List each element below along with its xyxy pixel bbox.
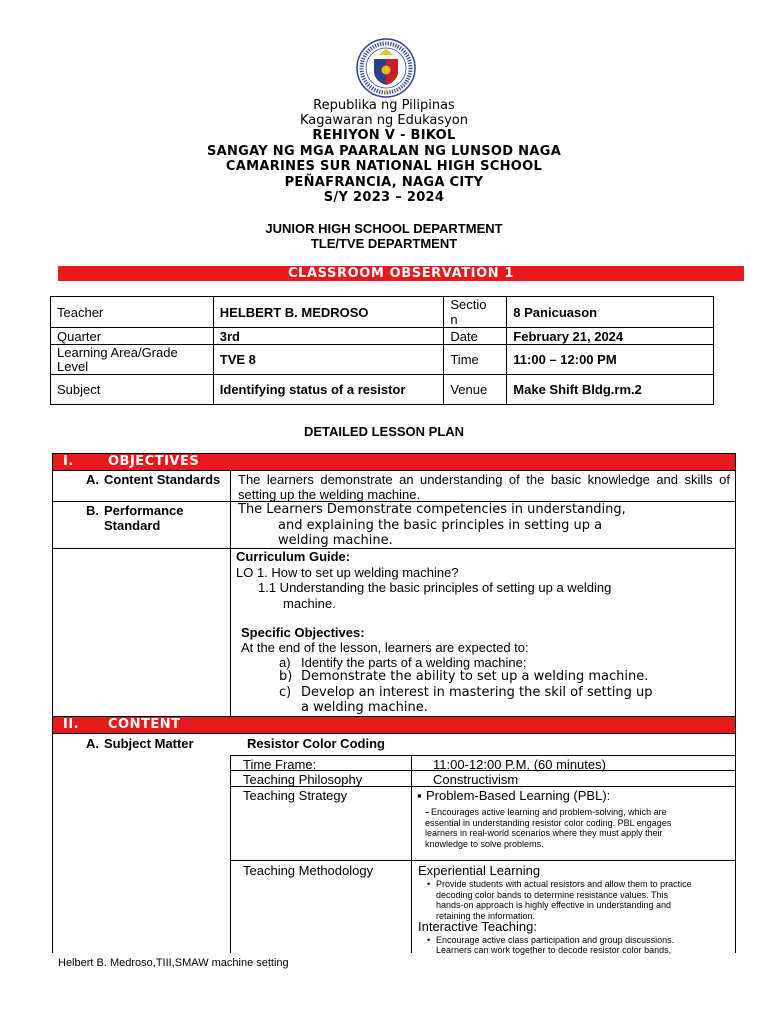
header-line-department: Kagawaran ng Edukasyon [299, 113, 469, 128]
section-label: Sectio n [444, 297, 507, 328]
teaching-philosophy-value: Constructivism [433, 772, 519, 787]
quarter-value: 3rd [213, 328, 444, 345]
header-line-address: PEÑAFRANCIA, NAGA CITY [284, 174, 484, 190]
time-value: 11:00 – 12:00 PM [507, 345, 714, 375]
content-heading-bar [53, 717, 735, 733]
methodology-desc-line2: decoding color bands to determine resistance values. This [436, 889, 668, 900]
plan-title: DETAILED LESSON PLAN [303, 424, 465, 439]
header-line-school-year: S/Y 2023 – 2024 [323, 190, 445, 205]
objective-a-marker: a) [279, 655, 291, 670]
objective-b-marker: b) [279, 669, 293, 684]
performance-line-3: welding machine. [278, 533, 393, 548]
interactive-bullet: • [427, 935, 431, 945]
header-line-school: CAMARINES SUR NATIONAL HIGH SCHOOL [225, 159, 543, 174]
teaching-strategy-label: Teaching Strategy [243, 788, 348, 803]
content-heading: CONTENT [108, 717, 181, 732]
interactive-desc-line1: Encourage active class participation and group discussions. [436, 935, 675, 945]
time-label: Time [444, 345, 507, 375]
strategy-desc-line3: learners in real-world scenarios where they must apply their [425, 828, 663, 838]
performance-standard-label: Performance Standard [104, 503, 184, 533]
strategy-desc-line1: Encourages active learning and problem-solving, which are [431, 807, 667, 817]
time-frame-label: Time Frame: [243, 757, 317, 772]
content-standards-label: Content Standards [104, 472, 221, 487]
objectives-heading-bar [53, 454, 735, 470]
methodology-desc-line1: Provide students with actual resistors and allow them to practice [436, 879, 692, 889]
strategy-bullet: ▪ [417, 788, 422, 803]
specific-objectives-title: Specific Objectives: [241, 625, 365, 640]
strategy-dash: - [425, 804, 430, 819]
area-label: Learning Area/Grade Level [51, 345, 214, 375]
subject-value: Identifying status of a resistor [213, 375, 444, 405]
deped-seal [346, 37, 426, 99]
performance-standard-marker: B. [86, 503, 99, 518]
objective-c-marker: c) [279, 684, 292, 700]
venue-value: Make Shift Bldg.rm.2 [507, 375, 714, 405]
objectives-heading-num: I. [63, 454, 74, 469]
teacher-info-table [50, 296, 714, 405]
teaching-strategy-value: Problem-Based Learning (PBL): [426, 788, 611, 803]
section-value: 8 Panicuason [507, 297, 714, 328]
specific-objectives-intro: At the end of the lesson, learners are expected to: [241, 640, 529, 655]
methodology-desc-line4: retaining the information. [436, 910, 536, 921]
subject-matter-value: Resistor Color Coding [247, 736, 385, 751]
content-heading-num: II. [63, 717, 80, 732]
strategy-desc-line2: essential in understanding resistor color coding. PBL engages [425, 817, 672, 828]
content-standards-marker: A. [86, 472, 99, 487]
department-line-jhs: JUNIOR HIGH SCHOOL DEPARTMENT [265, 221, 503, 236]
observation-title-bar: CLASSROOM OBSERVATION 1 [58, 266, 744, 281]
curriculum-guide-title: Curriculum Guide: [236, 549, 351, 564]
objectives-heading: OBJECTIVES [108, 454, 200, 469]
objective-b-text: Demonstrate the ability to set up a welding machine. [301, 669, 649, 684]
area-value: TVE 8 [213, 345, 444, 375]
subject-matter-marker: A. [86, 736, 99, 751]
department-line-tle: TLE/TVE DEPARTMENT [310, 236, 458, 251]
quarter-label: Quarter [51, 328, 214, 345]
page-footer: Helbert B. Medroso,TIII,SMAW machine setting [58, 957, 289, 969]
methodology-bullet: • [427, 879, 431, 889]
interactive-desc-line2: Learners can work together to decode resistor color bands, [436, 945, 672, 955]
curriculum-guide-lo1: LO 1. How to set up welding machine? [236, 564, 459, 580]
header-line-region: REHIYON V - BIKOL [312, 128, 456, 143]
date-label: Date [444, 328, 507, 345]
performance-line-2: and explaining the basic principles in setting up a [278, 517, 603, 533]
teacher-value: HELBERT B. MEDROSO [213, 297, 444, 328]
header-line-republic: Republika ng Pilipinas [313, 98, 455, 113]
objective-a-text: Identify the parts of a welding machine; [301, 655, 527, 670]
venue-label: Venue [444, 375, 507, 405]
objective-c-line1: Develop an interest in mastering the skil of setting up [301, 684, 653, 700]
teaching-methodology-label: Teaching Methodology [243, 863, 374, 878]
curriculum-guide-item-line2: machine. [283, 595, 336, 611]
time-frame-value: 11:00-12:00 P.M. (60 minutes) [433, 757, 606, 772]
subject-label: Subject [51, 375, 214, 405]
performance-line-1: The Learners Demonstrate competencies in understanding, [238, 502, 626, 517]
date-value: February 21, 2024 [507, 328, 714, 345]
methodology-desc-line3: hands-on approach is highly effective in understanding and [436, 900, 671, 910]
strategy-desc-line4: knowledge to solve problems. [425, 838, 544, 849]
header-line-division: SANGAY NG MGA PAARALAN NG LUNSOD NAGA [206, 143, 562, 159]
content-standards-text: The learners demonstrate an understanding of the basic knowledge and skills of setting up the welding machine. [238, 472, 730, 502]
teacher-label: Teacher [51, 297, 214, 328]
teaching-methodology-value: Experiential Learning [418, 863, 541, 878]
objective-c-line2: a welding machine. [301, 700, 428, 715]
subject-matter-label: Subject Matter [104, 736, 194, 751]
curriculum-guide-item-line1: 1.1 Understanding the basic principles of setting up a welding [258, 580, 612, 595]
teaching-philosophy-label: Teaching Philosophy [243, 772, 363, 787]
interactive-teaching-title: Interactive Teaching: [418, 919, 537, 934]
